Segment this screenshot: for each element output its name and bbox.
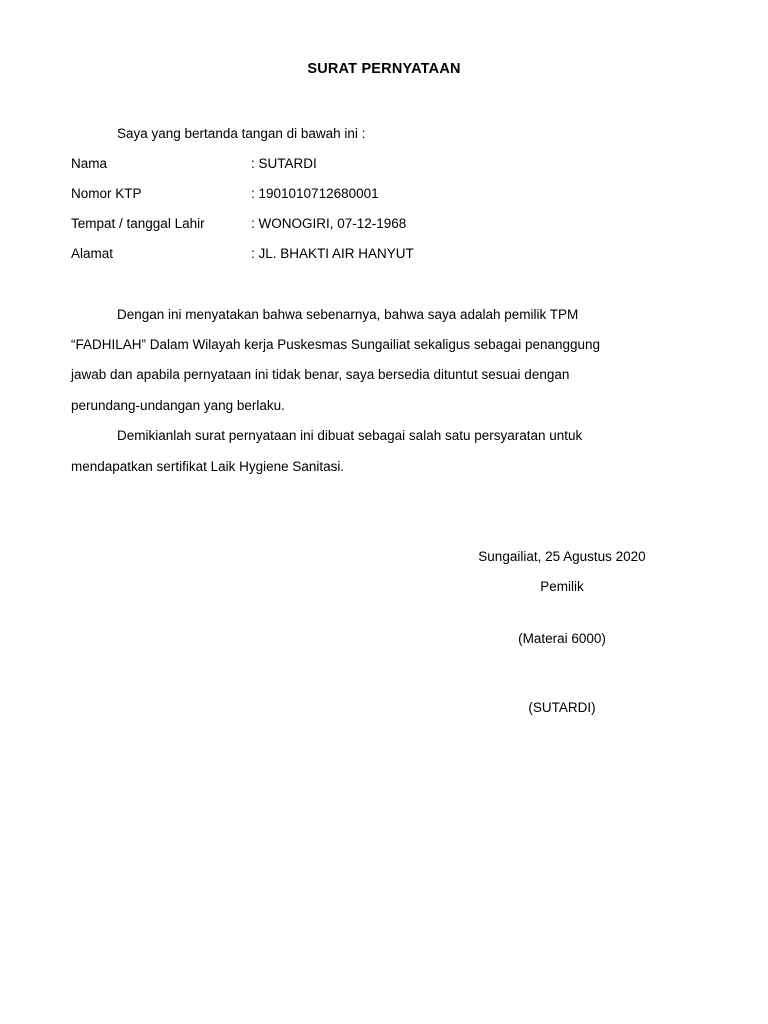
signature-name: (SUTARDI) bbox=[528, 700, 596, 715]
signature-stamp: (Materai 6000) bbox=[518, 631, 606, 646]
field-value-tempat-tanggal-lahir: : WONOGIRI, 07-12-1968 bbox=[251, 216, 407, 231]
body-line: perundang-undangan yang berlaku. bbox=[71, 398, 285, 413]
field-label-nomor-ktp: Nomor KTP bbox=[71, 186, 142, 201]
field-label-tempat-tanggal-lahir: Tempat / tanggal Lahir bbox=[71, 216, 205, 231]
field-label-alamat: Alamat bbox=[71, 246, 114, 261]
signature-role: Pemilik bbox=[540, 579, 584, 594]
signature-place-date: Sungailiat, 25 Agustus 2020 bbox=[478, 549, 646, 564]
intro-text: Saya yang bertanda tangan di bawah ini : bbox=[117, 126, 366, 141]
field-value-nama: : SUTARDI bbox=[251, 156, 317, 171]
body-line: “FADHILAH” Dalam Wilayah kerja Puskesmas Sungailiat sekaligus sebagai penanggung bbox=[71, 337, 601, 352]
body-line: mendapatkan sertifikat Laik Hygiene Sanitasi. bbox=[71, 459, 345, 474]
field-value-nomor-ktp: : 1901010712680001 bbox=[251, 186, 379, 201]
body-line: jawab dan apabila pernyataan ini tidak benar, saya bersedia dituntut sesuai dengan bbox=[71, 367, 570, 382]
body-line: Demikianlah surat pernyataan ini dibuat sebagai salah satu persyaratan untuk bbox=[117, 428, 583, 443]
field-label-nama: Nama bbox=[71, 156, 108, 171]
field-value-alamat: : JL. BHAKTI AIR HANYUT bbox=[251, 246, 414, 261]
body-line: Dengan ini menyatakan bahwa sebenarnya, bahwa saya adalah pemilik TPM bbox=[117, 307, 579, 322]
document-title: SURAT PERNYATAAN bbox=[307, 61, 461, 77]
